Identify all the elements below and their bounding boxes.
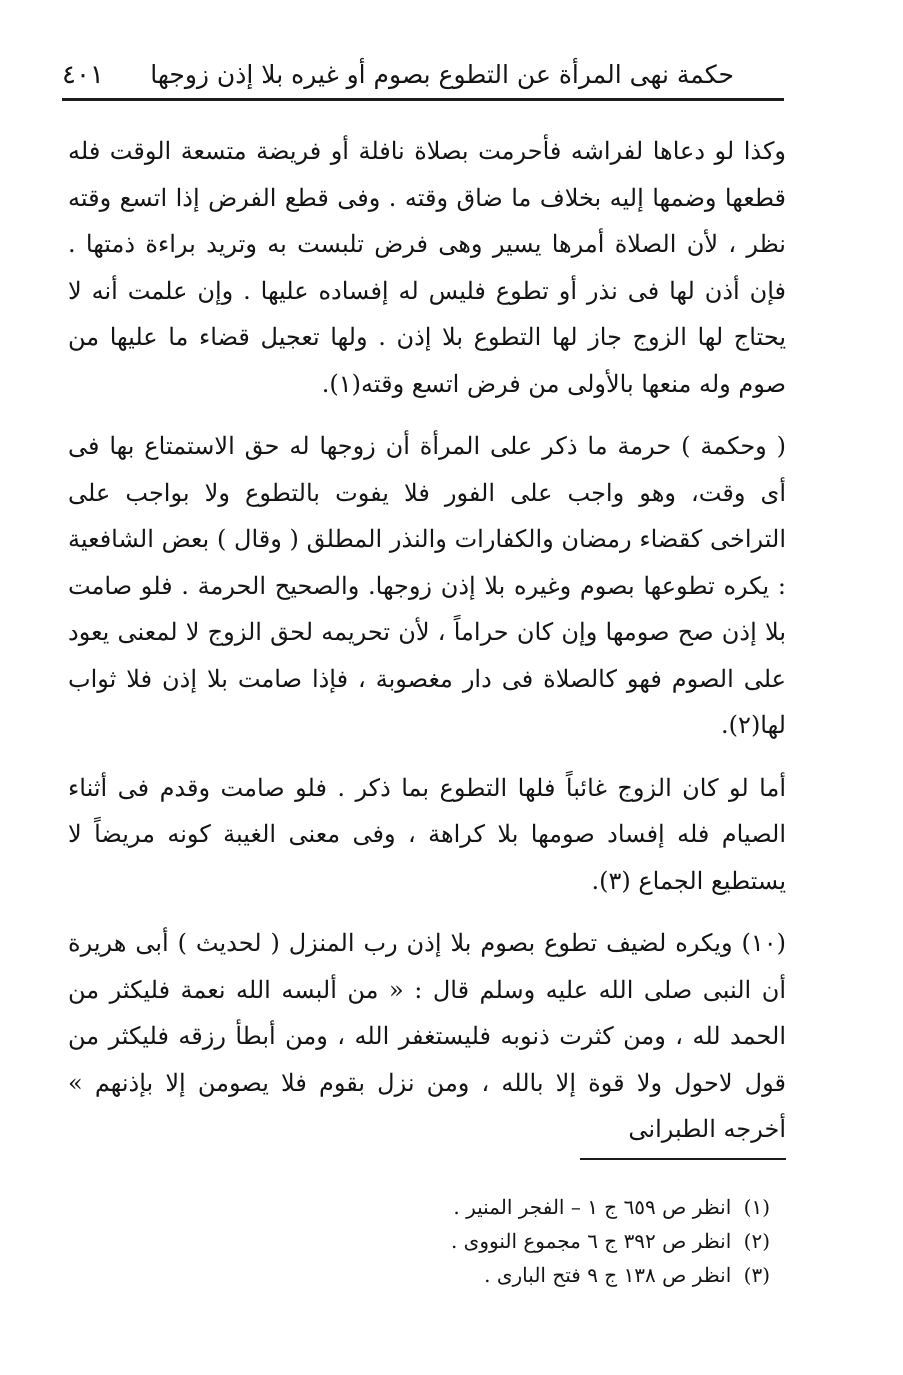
footnote-mark: (٢) [743,1229,770,1253]
footnote [330,1190,770,1224]
footnote-mark: (١) [743,1195,770,1219]
footnote-rule [580,1158,786,1160]
running-head [62,44,734,92]
paragraph: أما لو كان الزوج غائباً فلها التطوع بما ذكر . فلو صامت وقدم فى أثناء الصيام فله إفساد صومها بلا كراهة ، وفى معنى الغيبة كونه مريضاً لا يستطيع الجماع (٣). [68,773,786,895]
body-text [68,128,786,1153]
footnote-text: انظر ص ٦٥٩ ج ١ – الفجر المنير . [453,1195,732,1219]
paragraph: (١٠) ويكره لضيف تطوع بصوم بلا إذن رب المنزل ( لحديث ) أبى هريرة أن النبى صلى الله عليه وسلم قال : « من ألبسه الله نعمة فليكثر من الحمد لله ، ومن كثرت ذنوبه فليستغفر الله ، ومن أبطأ رزقه فليكثر من قول لاحول ولا قوة إلا بالله ، ومن نزل بقوم فلا يصومن إلا بإذنهم » أخرجه الطبرانى [68,929,786,1143]
paragraph: ( وحكمة ) حرمة ما ذكر على المرأة أن زوجها له حق الاستمتاع بها فى أى وقت، وهو واجب على الفور فلا يفوت بالتطوع ولا بواجب على التراخى كقضاء رمضان والكفارات والنذر المطلق ( وقال ) بعض الشافعية : يكره تطوعها بصوم وغيره بلا إذن زوجها. والصحيح الحرمة . فلو صامت بلا إذن صح صومها وإن كان حراماً ، لأن تحريمه لحق الزوج لا لمعنى يعود على الصوم فهو كالصلاة فى دار مغصوبة ، فإذا صامت بلا إذن فلا ثواب لها(٢). [68,432,786,739]
page-number: ٤٠١ [62,60,104,90]
footnote [330,1258,770,1292]
footnote [330,1224,770,1258]
footnotes [330,1190,770,1292]
footnote-text: انظر ص ٣٩٢ ج ٦ مجموع النووى . [450,1229,732,1253]
footnote-text: انظر ص ١٣٨ ج ٩ فتح البارى . [484,1263,732,1287]
header-rule [62,98,784,101]
paragraph: وكذا لو دعاها لفراشه فأحرمت بصلاة نافلة أو فريضة متسعة الوقت فله قطعها وضمها إليه بخلاف ما ضاق وقته . وفى قطع الفرض إذا اتسع وقته نظر ، لأن الصلاة أمرها يسير وهى فرض تلبست به وتريد براءة ذمتها . فإن أذن لها فى نذر أو تطوع فليس له إفساده عليها . وإن علمت أنه لا يحتاج لها الزوج جاز لها التطوع بلا إذن . ولها تعجيل قضاء ما عليها من صوم وله منعها بالأولى من فرض اتسع وقته(١). [68,137,786,398]
running-title: حكمة نهى المرأة عن التطوع بصوم أو غيره بلا إذن زوجها [150,60,734,89]
footnote-mark: (٣) [743,1263,770,1287]
